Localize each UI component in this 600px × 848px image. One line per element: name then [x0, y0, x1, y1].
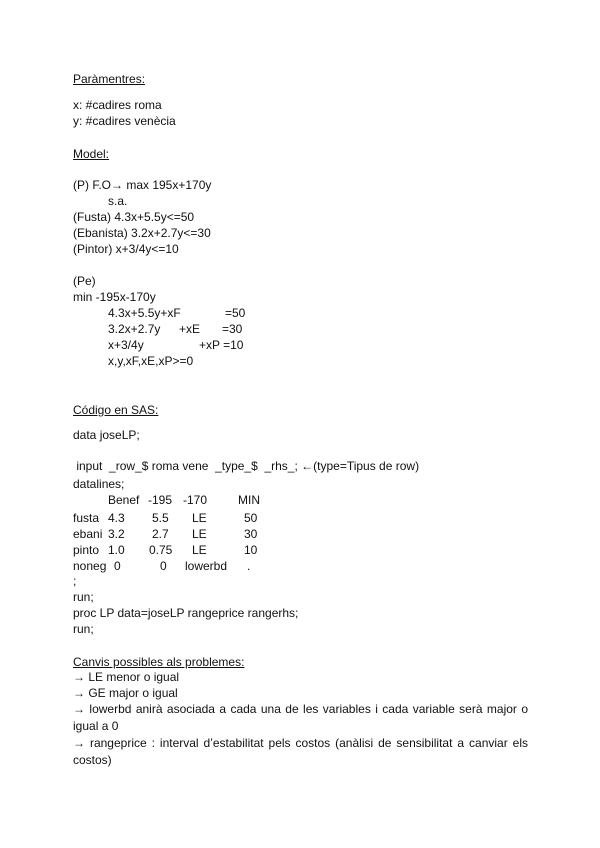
sas-data-line: data joseLP;	[73, 428, 140, 442]
sas-table-cell: 4.3	[108, 511, 125, 525]
model-constraint-pintor: (Pintor) x+3/4y<=10	[73, 242, 179, 256]
canvis-heading: Canvis possibles als problemes:	[73, 655, 245, 669]
pe-row1: 4.3x+5.5y+xF	[108, 306, 181, 320]
pe-label: (Pe)	[73, 274, 96, 288]
sas-table-row-name: fusta	[73, 511, 100, 525]
sas-datalines: datalines;	[73, 477, 125, 491]
sas-table-header-min: MIN	[238, 493, 260, 507]
sas-table-cell: 0	[160, 559, 167, 573]
sas-table-row-name: pinto	[73, 543, 100, 557]
sas-table-header-benef: Benef	[108, 493, 140, 507]
pe-nonneg: x,y,xF,xE,xP>=0	[108, 354, 194, 368]
sas-table-cell: 3.2	[108, 527, 125, 541]
sas-table-row-name: noneg	[73, 559, 107, 573]
sas-semicolon: ;	[73, 574, 77, 588]
sas-table-cell: LE	[192, 543, 207, 557]
canvis-rangeprice: → rangeprice : interval d’estabilitat pels costos (anàlisi de sensibilitat a canviar els costos)	[73, 736, 528, 767]
model-constraint-fusta: (Fusta) 4.3x+5.5y<=50	[73, 210, 195, 224]
param-x: x: #cadires roma	[73, 98, 162, 112]
param-y: y: #cadires venècia	[73, 114, 176, 128]
sas-table-cell: 0.75	[149, 543, 173, 557]
sas-table-cell: LE	[192, 511, 207, 525]
pe-objective: min -195x-170y	[73, 290, 156, 304]
sas-table-cell: lowerbd	[185, 559, 228, 573]
pe-row3-slack: +xP =10	[199, 338, 244, 352]
sas-table-row-name: ebani	[73, 527, 103, 541]
pe-row2-slack: +xE	[179, 322, 201, 336]
params-heading: Paràmentres:	[73, 72, 146, 86]
sas-table-cell: 10	[244, 543, 258, 557]
canvis-lowerbd: → lowerbd anirà asociada a cada una de les variables i cada variable serà major o igual a 0	[73, 702, 528, 733]
sas-table-cell: 0	[114, 559, 121, 573]
sas-proc-lp: proc LP data=joseLP rangeprice rangerhs;	[73, 606, 299, 620]
sas-heading: Código en SAS:	[73, 403, 159, 417]
model-objective: (P) F.O→ max 195x+170y	[73, 178, 212, 192]
sas-table-header-vene: -170	[183, 493, 208, 507]
canvis-ge: → GE major o igual	[73, 686, 178, 700]
pe-row2-rhs: =30	[222, 322, 243, 336]
pe-row2: 3.2x+2.7y	[108, 322, 161, 336]
sas-table-cell: 2.7	[152, 527, 169, 541]
sas-table-cell: .	[247, 559, 251, 573]
sas-input-line: input _row_$ roma vene _type_$ _rhs_; ←(type=Tipus de row)	[73, 459, 420, 473]
sas-table-cell: LE	[192, 527, 207, 541]
model-constraint-ebanista: (Ebanista) 3.2x+2.7y<=30	[73, 226, 211, 240]
canvis-le: → LE menor o igual	[73, 670, 180, 684]
sas-table-cell: 5.5	[152, 511, 169, 525]
model-heading: Model:	[73, 147, 110, 161]
sas-table-cell: 30	[244, 527, 258, 541]
pe-row1-rhs: =50	[225, 306, 246, 320]
sas-run-2: run;	[73, 622, 94, 636]
pe-row3: x+3/4y	[108, 338, 144, 352]
sas-table-cell: 1.0	[108, 543, 125, 557]
model-sa: s.a.	[108, 194, 128, 208]
sas-table-cell: 50	[244, 511, 258, 525]
sas-table-header-roma: -195	[148, 493, 173, 507]
sas-run-1: run;	[73, 590, 94, 604]
